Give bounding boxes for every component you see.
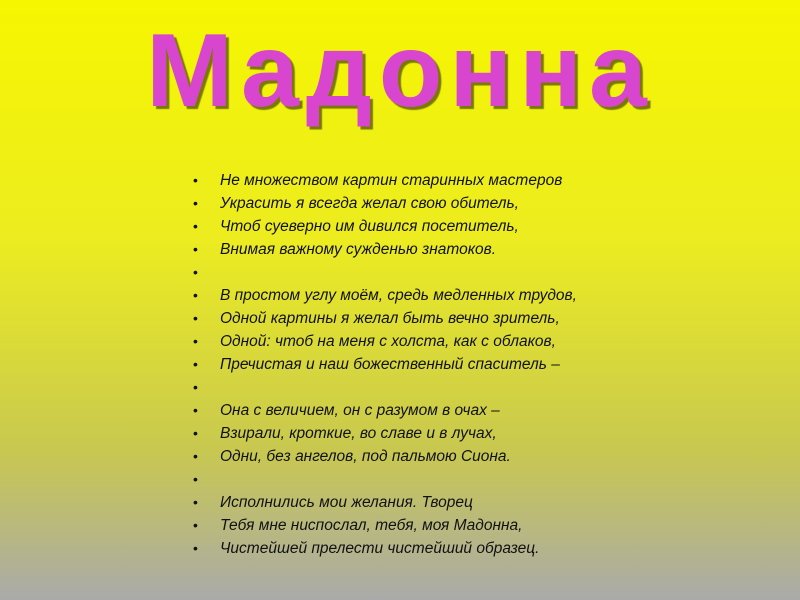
poem-line	[190, 215, 577, 238]
poem-line-text: Чтоб суеверно им дивился посетитель,	[220, 218, 519, 235]
poem-bullet-list	[190, 169, 577, 560]
poem-line	[190, 238, 577, 261]
poem-line	[190, 330, 577, 353]
bullet-icon: •	[193, 172, 198, 188]
poem-line-text: Чистейшей прелести чистейший образец.	[220, 540, 540, 557]
bullet-icon: •	[193, 310, 198, 326]
bullet-icon: •	[193, 264, 198, 280]
poem-line-text: Внимая важному сужденью знатоков.	[220, 241, 497, 258]
poem-line-text: Она с величием, он с разумом в очах –	[220, 402, 500, 419]
poem-line-text: Взирали, кроткие, во славе и в лучах,	[220, 425, 497, 442]
poem-line-text: Одной: чтоб на меня с холста, как с облаков,	[220, 333, 556, 350]
poem-line-text: Украсить я всегда желал свою обитель,	[220, 195, 519, 212]
bullet-icon: •	[193, 195, 198, 211]
poem-line-text: Пречистая и наш божественный спаситель –	[220, 356, 560, 373]
bullet-icon: •	[193, 448, 198, 464]
poem-line	[190, 491, 577, 514]
bullet-icon: •	[193, 241, 198, 257]
poem-line	[190, 422, 577, 445]
bullet-icon: •	[193, 379, 198, 395]
bullet-icon: •	[193, 356, 198, 372]
poem-line-text: Тебя мне ниспослал, тебя, моя Мадонна,	[220, 517, 523, 534]
empty-line	[190, 468, 577, 491]
empty-line	[190, 376, 577, 399]
poem-line	[190, 514, 577, 537]
poem-line	[190, 169, 577, 192]
bullet-icon: •	[193, 471, 198, 487]
poem-line	[190, 307, 577, 330]
poem-line-text: Одни, без ангелов, под пальмою Сиона.	[220, 448, 511, 465]
bullet-icon: •	[193, 333, 198, 349]
poem-line	[190, 537, 577, 560]
bullet-icon: •	[193, 402, 198, 418]
poem-line	[190, 445, 577, 468]
bullet-icon: •	[193, 517, 198, 533]
poem-line-text: Исполнились мои желания. Творец	[220, 494, 473, 511]
bullet-icon: •	[193, 287, 198, 303]
poem-line	[190, 353, 577, 376]
poem-line-text: Не множеством картин старинных мастеров	[220, 172, 563, 189]
poem-line-text: В простом углу моём, средь медленных трудов,	[220, 287, 577, 304]
bullet-icon: •	[193, 218, 198, 234]
bullet-icon: •	[193, 494, 198, 510]
poem-line	[190, 399, 577, 422]
poem-line	[190, 192, 577, 215]
slide-title: Мадонна	[146, 13, 654, 129]
poem-line	[190, 284, 577, 307]
empty-line	[190, 261, 577, 284]
bullet-icon: •	[193, 540, 198, 556]
poem-line-text: Одной картины я желал быть вечно зритель,	[220, 310, 560, 327]
bullet-icon: •	[193, 425, 198, 441]
